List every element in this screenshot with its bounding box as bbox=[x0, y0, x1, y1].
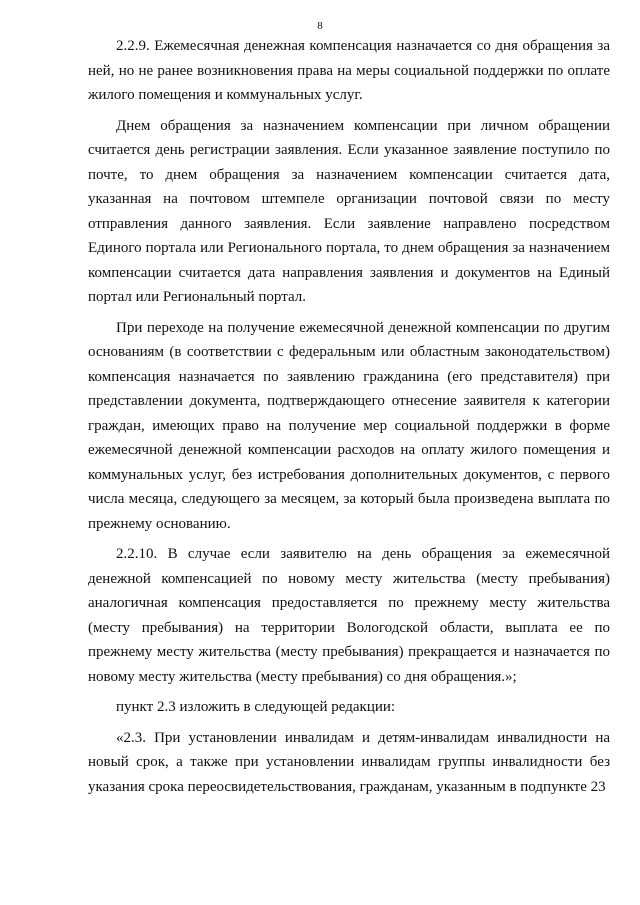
paragraph-application-date: Днем обращения за назначением компенсации при личном обращении считается день регистрации заявления. Если указанное заявление поступило по почте, то днем обращения за назначением компенсации считается дата, указанная на почтовом штемпеле организации почтовой связи по месту отправления данного заявления. Если заявление направлено посредством Единого портала или Регионального портала, то днем обращения за назначением компенсации считается дата направления заявления и документов на Единый портал или Региональный портал. bbox=[88, 117, 610, 305]
paragraph-2-2-10: 2.2.10. В случае если заявителю на день обращения за ежемесячной денежной компенсацией по новому месту жительства (месту пребывания) аналогичная компенсация предоставляется по прежнему месту жительства (месту пребывания) на территории Вологодской области, выплата ее по прежнему месту жительства (месту пребывания) прекращается и назначается по новому месту жительства (месту пребывания) со дня обращения.»; bbox=[88, 546, 610, 685]
paragraph-2-2-9: 2.2.9. Ежемесячная денежная компенсация назначается со дня обращения за ней, но не ранее возникновения права на меры социальной поддержки по оплате жилого помещения и коммунальных услуг. bbox=[88, 38, 610, 103]
document-body bbox=[88, 34, 610, 805]
paragraph-2-3: «2.3. При установлении инвалидам и детям-инвалидам инвалидности на новый срок, а также при установлении инвалидам группы инвалидности без указания срока переосвидетельствования, гражданам, указанным в подпункте 23 bbox=[88, 729, 610, 795]
paragraph-transition-grounds: При переходе на получение ежемесячной денежной компенсации по другим основаниям (в соответствии с федеральным или областным законодательством) компенсация назначается по заявлению гражданина (его представителя) при представлении документа, подтверждающего отнесение заявителя к категории граждан, имеющих право на получение мер социальной поддержки в форме ежемесячной денежной компенсации расходов на оплату жилого помещения и коммунальных услуг, без истребования дополнительных документов, с первого числа месяца, следующего за месяцем, за который была произведена выплата по прежнему основанию. bbox=[88, 319, 610, 532]
paragraph-amendment-intro: пункт 2.3 изложить в следующей редакции: bbox=[116, 699, 396, 715]
page-number: 8 bbox=[317, 20, 323, 32]
